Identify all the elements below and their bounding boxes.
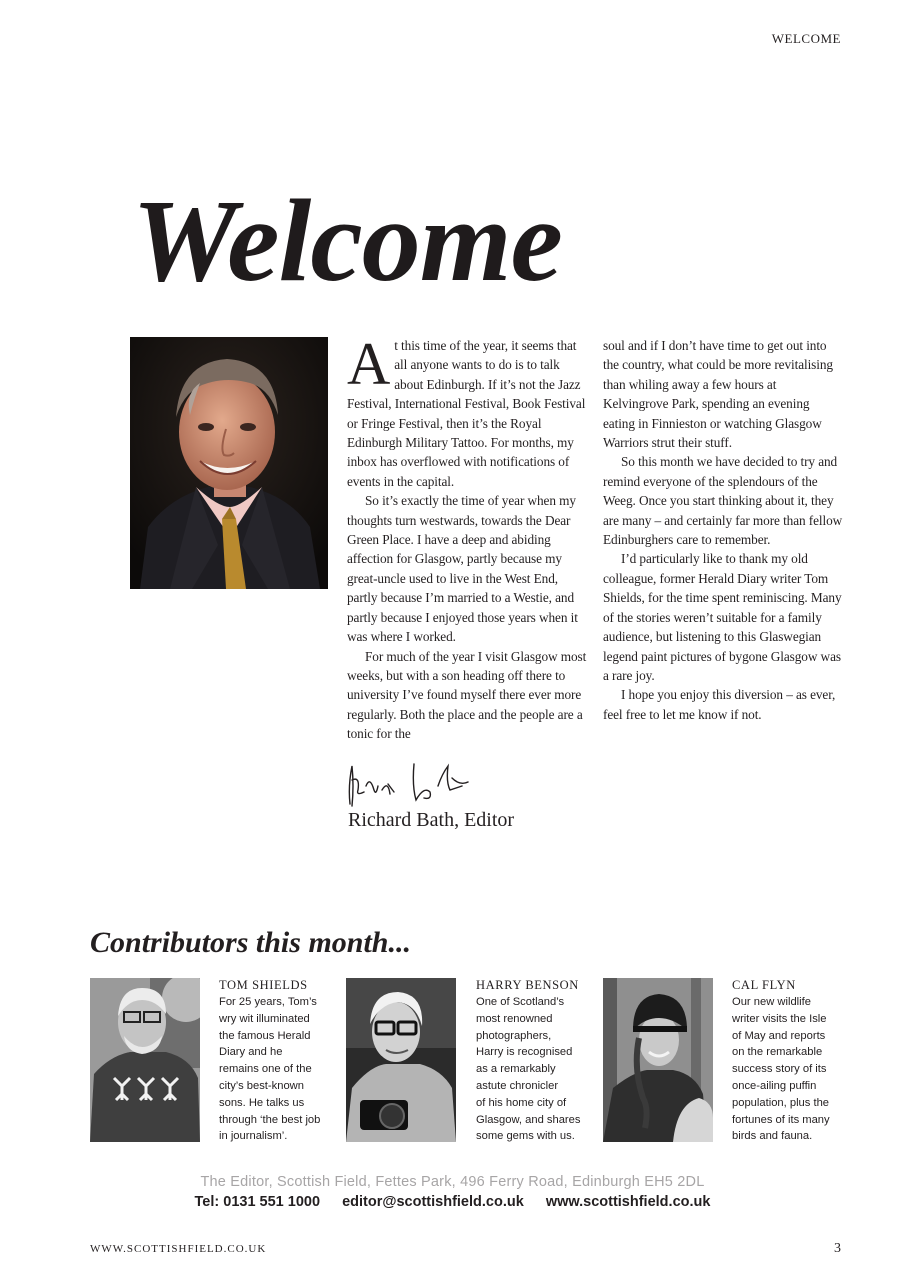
- contributor-name: CAL FLYN: [732, 978, 796, 992]
- contact-row: [0, 1194, 905, 1210]
- contributor-bio: For 25 years, Tom’s wry wit illuminated the famous Herald Diary and he remains one of the city’s best-known sons. He talks us through ‘the best job in journalism’.: [219, 996, 321, 1143]
- contributor-harry-benson: [476, 978, 594, 1145]
- editorial-paragraph: So it’s exactly the time of year when my thoughts turn westwards, towards the Dear Green Place. I have a deep and abiding affection for Glasgow, partly because my great-uncle used to live in the West End, partly because I’m married to a Westie, and partly because I enjoyed those years when it was where I worked.: [347, 493, 578, 645]
- contact-telephone: Tel: 0131 551 1000: [194, 1194, 321, 1210]
- editorial-paragraph: At this time of the year, it seems that all anyone wants to do is to talk about Edinburgh. If it’s not the Jazz Festival, International Festival, Book Festival or Fringe Festival, then it’s the Royal Edinburgh Military Tattoo. For months, my inbox has overflowed with notifications of events in the capital.: [347, 331, 586, 489]
- drop-cap: A: [347, 331, 391, 397]
- footer-url: WWW.SCOTTISHFIELD.CO.UK: [90, 1243, 267, 1255]
- contributor-bio: Our new wildlife writer visits the Isle of May and reports on the remarkable success story of its once-ailing puffin population, plus the fortunes of its many birds and fauna.: [732, 996, 830, 1143]
- editor-signature: [344, 756, 484, 812]
- section-label: WELCOME: [771, 31, 841, 46]
- contributor-name: TOM SHIELDS: [219, 978, 308, 992]
- contributor-cal-flyn: [732, 978, 850, 1145]
- editorial-column-2: [603, 336, 843, 724]
- editor-signoff: Richard Bath, Editor: [348, 809, 515, 831]
- editorial-paragraph: soul and if I don’t have time to get out into the country, what could be more revitalising than whiling away a few hours at Kelvingrove Park, spending an evening eating in Finnieston or watching Glasgow Warriors strut their stuff.: [603, 338, 833, 451]
- contributors-heading: Contributors this month...: [90, 926, 411, 959]
- editorial-column-1: [347, 331, 587, 744]
- page-title: Welcome: [132, 175, 562, 306]
- editorial-paragraph: For much of the year I visit Glasgow most weeks, but with a son heading off there to university I’ve found myself there ever more regularly. Both the place and the people are a tonic for the: [347, 648, 587, 742]
- page-number: 3: [834, 1241, 841, 1256]
- editor-address: The Editor, Scottish Field, Fettes Park, 496 Ferry Road, Edinburgh EH5 2DL: [200, 1174, 705, 1190]
- editorial-paragraph: I hope you enjoy this diversion – as ever, feel free to let me know if not.: [603, 687, 836, 722]
- editorial-paragraph: So this month we have decided to try and remind everyone of the splendours of the Weeg. Once you start thinking about it, they are many – and certainly far more than fellow Edinburghers care to remember.: [603, 454, 843, 548]
- contact-email-link[interactable]: editor@scottishfield.co.uk: [342, 1194, 524, 1210]
- editor-photo: [130, 337, 328, 589]
- contributor-tom-shields: [219, 978, 337, 1145]
- contributor-bio: One of Scotland’s most renowned photographers, Harry is recognised as a remarkably astute chronicler of his home city of Glasgow, and shares some gems with us.: [476, 996, 581, 1143]
- editorial-paragraph: I’d particularly like to thank my old colleague, former Herald Diary writer Tom Shields, for the time spent reminiscing. Many of the stories weren’t suitable for a family audience, but listening to this Glaswegian legend paint pictures of bygone Glasgow was a rare joy.: [603, 551, 842, 683]
- contributor-name: HARRY BENSON: [476, 978, 579, 992]
- contributor-photo-cal-flyn: [603, 978, 713, 1142]
- contact-website-link[interactable]: www.scottishfield.co.uk: [545, 1194, 711, 1210]
- contributor-photo-harry-benson: [346, 978, 456, 1142]
- contributor-photo-tom-shields: [90, 978, 200, 1142]
